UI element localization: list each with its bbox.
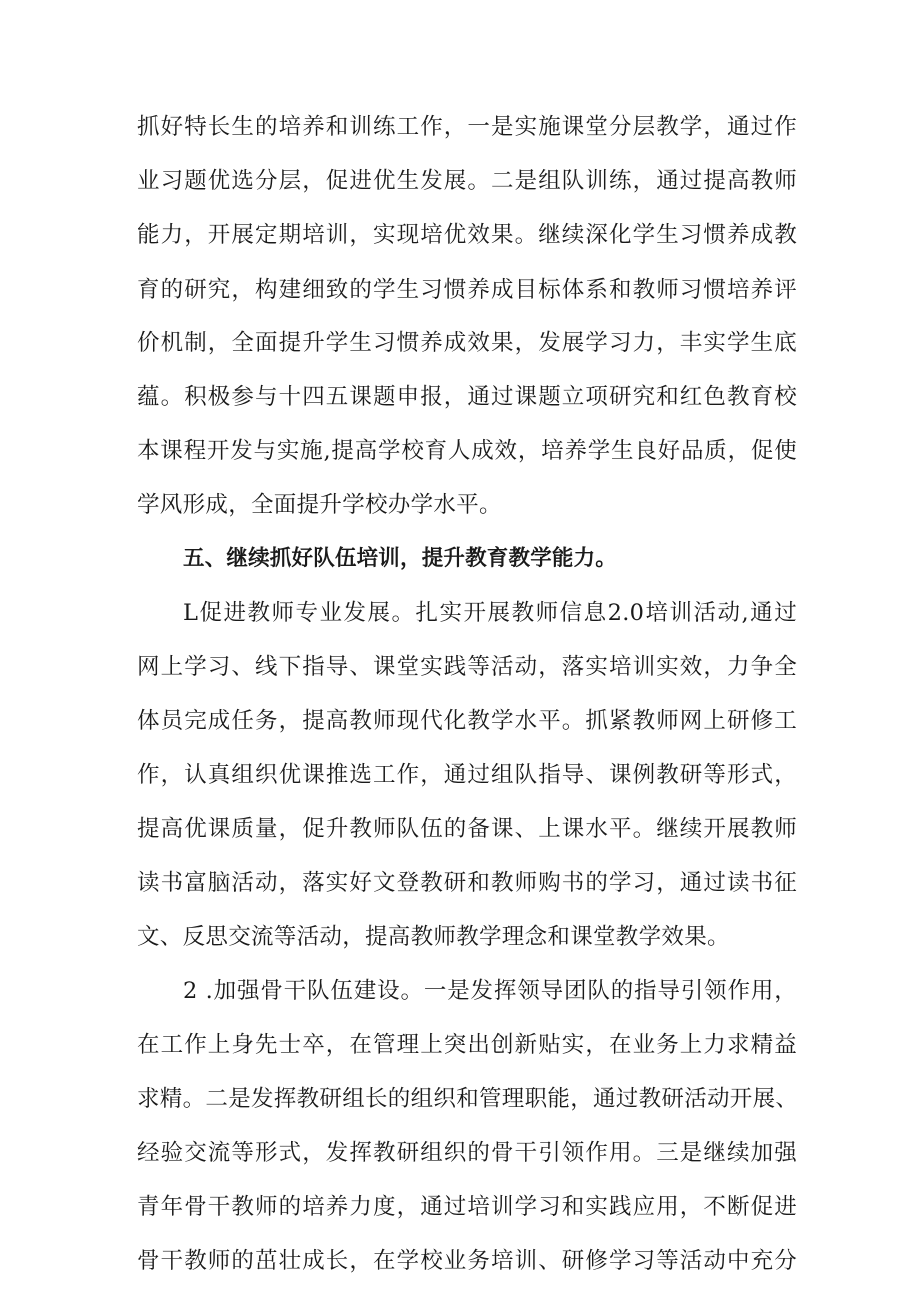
- paragraph-line: 2 .加强骨干队伍建设。一是发挥领导团队的指导引领作用，: [183, 978, 797, 1004]
- paragraph-line: 蕴。积极参与十四五课题申报，通过课题立项研究和红色教育校: [137, 384, 797, 410]
- paragraph-line: 抓好特长生的培养和训练工作，一是实施课堂分层教学，通过作: [137, 114, 797, 140]
- paragraph-line: 价机制，全面提升学生习惯养成效果，发展学习力，丰实学生底: [137, 330, 797, 356]
- paragraph-line: 求精。二是发挥教研组长的组织和管理职能，通过教研活动开展、: [137, 1086, 799, 1112]
- paragraph-line: 网上学习、线下指导、课堂实践等活动，落实培训实效，力争全: [137, 654, 797, 680]
- paragraph-line: 育的研究，构建细致的学生习惯养成目标体系和教师习惯培养评: [137, 277, 797, 303]
- paragraph-line: 文、反思交流等活动，提高教师教学理念和课堂教学效果。: [137, 924, 730, 950]
- paragraph-line: 在工作上身先士卒，在管理上突出创新贴实，在业务上力求精益: [137, 1032, 797, 1058]
- paragraph-line: 作，认真组织优课推选工作，通过组队指导、课例教研等形式，: [137, 762, 797, 788]
- paragraph-line: 读书富脑活动，落实好文登教研和教师购书的学习，通过读书征: [137, 870, 797, 896]
- paragraph-line: 经验交流等形式，发挥教研组织的骨干引领作用。三是继续加强: [137, 1140, 797, 1166]
- paragraph-line: 提高优课质量，促升教师队伍的备课、上课水平。继续开展教师: [137, 816, 797, 842]
- paragraph-line: 本课程开发与实施,提高学校育人成效，培养学生良好品质，促使: [137, 438, 797, 464]
- paragraph-line: L促进教师专业发展。扎实开展教师信息2.0培训活动,通过: [183, 600, 797, 626]
- paragraph-line: 业习题优选分层，促进优生发展。二是组队训练，通过提高教师: [137, 168, 797, 194]
- paragraph-line: 体员完成任务，提高教师现代化教学水平。抓紧教师网上研修工: [137, 708, 797, 734]
- section-heading: 五、继续抓好队伍培训，提升教育教学能力。: [183, 546, 618, 571]
- paragraph-line: 学风形成，全面提升学校办学水平。: [137, 492, 502, 518]
- paragraph-line: 能力，开展定期培训，实现培优效果。继续深化学生习惯养成教: [137, 222, 797, 248]
- paragraph-line: 骨干教师的茁壮成长，在学校业务培训、研修学习等活动中充分: [137, 1248, 797, 1274]
- paragraph-line: 青年骨干教师的培养力度，通过培训学习和实践应用，不断促进: [137, 1194, 797, 1220]
